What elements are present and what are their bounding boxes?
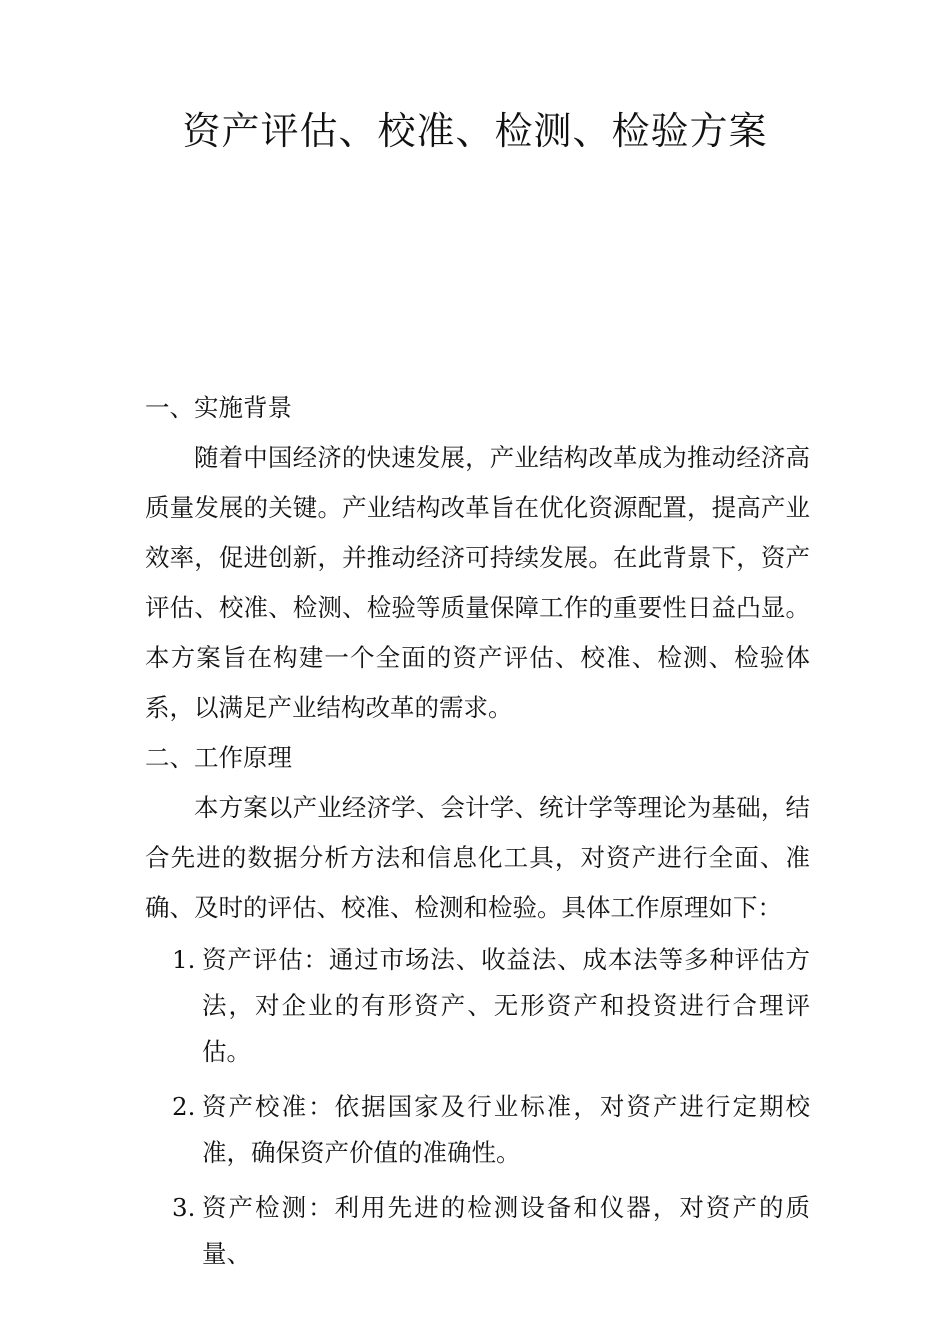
list-item-number: 2.: [172, 1092, 196, 1121]
list-item-number: 3.: [172, 1193, 196, 1222]
list-item: [145, 1084, 810, 1176]
body-paragraph: 随着中国经济的快速发展，产业结构改革成为推动经济高质量发展的关键。产业结构改革旨在优化资源配置，提高产业效率，促进创新，并推动经济可持续发展。在此背景下，资产评估、校准、检测、检验等质量保障工作的重要性日益凸显。本方案旨在构建一个全面的资产评估、校准、检测、检验体系，以满足产业结构改革的需求。: [145, 443, 810, 722]
body-paragraph: 本方案以产业经济学、会计学、统计学等理论为基础，结合先进的数据分析方法和信息化工具，对资产进行全面、准确、及时的评估、校准、检测和检验。具体工作原理如下：: [145, 793, 810, 922]
section-heading: 一、实施背景: [145, 393, 292, 422]
list-item-text: 资产评估：通过市场法、收益法、成本法等多种评估方法，对企业的有形资产、无形资产和投资进行合理评估。: [202, 945, 810, 1066]
list-item-text: 资产校准：依据国家及行业标准，对资产进行定期校准，确保资产价值的准确性。: [202, 1092, 810, 1167]
list-item: [145, 1185, 810, 1277]
document-body: [145, 383, 810, 1286]
list-item-number: 1.: [172, 945, 196, 974]
list-item: [145, 937, 810, 1075]
section-background: [145, 383, 810, 733]
numbered-list: [145, 937, 810, 1277]
document-title: 资产评估、校准、检测、检验方案: [182, 109, 768, 153]
list-item-text: 资产检测：利用先进的检测设备和仪器，对资产的质量、: [202, 1193, 810, 1268]
section-working-principle: [145, 733, 810, 1277]
section-heading: 二、工作原理: [145, 743, 292, 772]
